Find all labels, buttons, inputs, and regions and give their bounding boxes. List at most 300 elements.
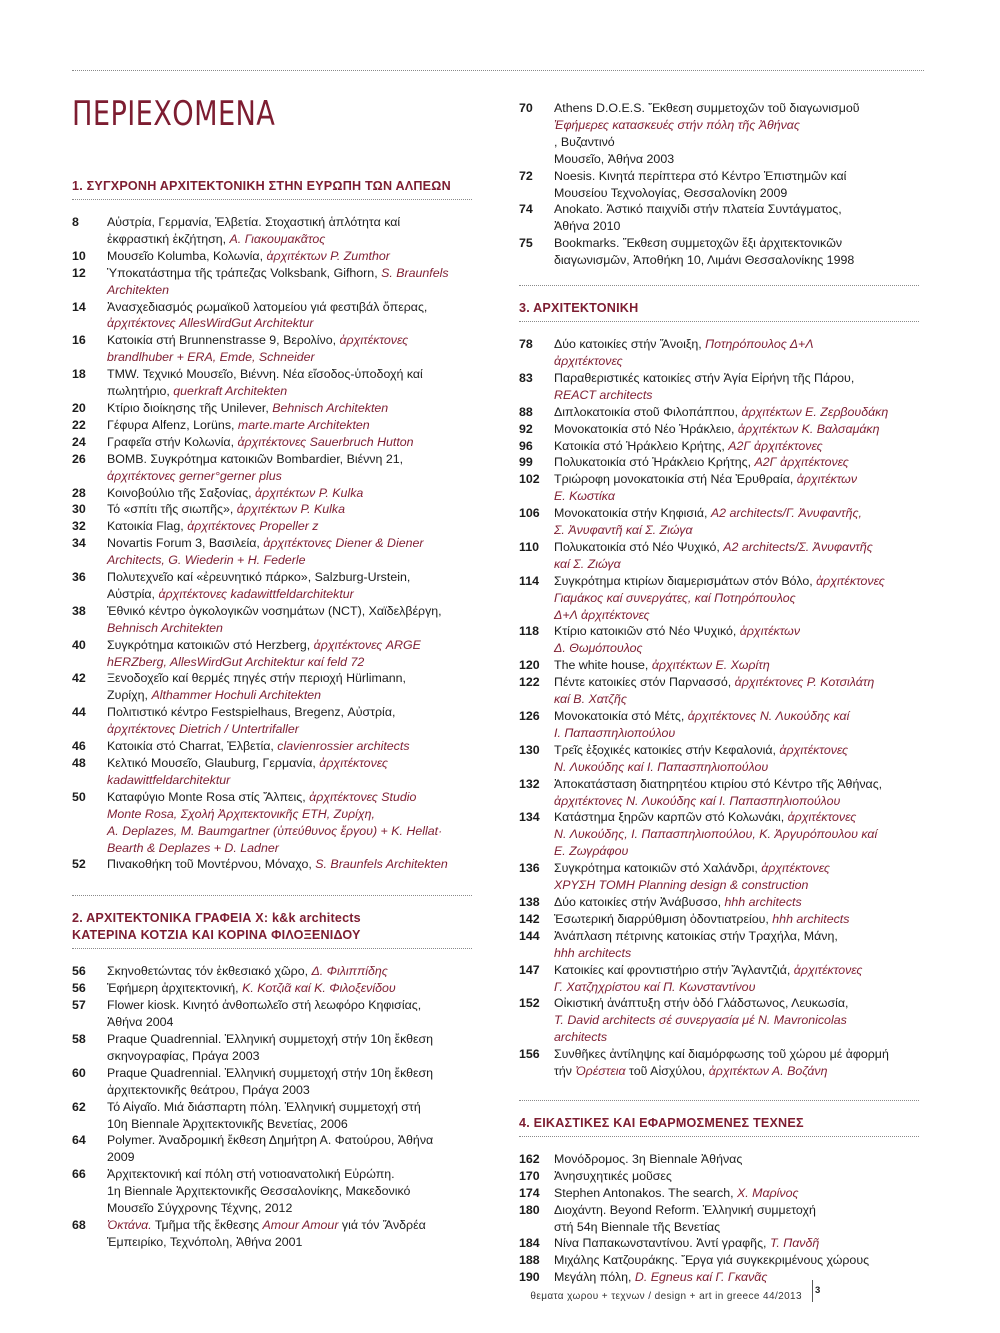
- top-rule: [72, 70, 924, 71]
- entry-plain: Μουσεῖο, Ἀθήνα 2003: [554, 151, 675, 166]
- toc-page-number: 28: [72, 485, 86, 500]
- entry-plain: Τμῆμα τῆς ἔκθεσης: [151, 1217, 263, 1232]
- toc-entry[interactable]: [72, 704, 502, 738]
- entry-plain: Ἀνασχεδιασμός ρωμαϊκοῦ λατομείου γιά φεστιβάλ ὄπερας,: [107, 299, 428, 314]
- entry-author: S. Braunfels Architekten: [315, 857, 448, 872]
- entry-author: Ὀκτάνα.: [107, 1217, 152, 1232]
- toc-entry[interactable]: [72, 1166, 502, 1217]
- entry-plain: Ἀνάπλαση πέτρινης κατοικίας στήν Τραχήλα, Μάνη,: [554, 928, 838, 943]
- toc-entry-text: [554, 454, 939, 471]
- toc-entry-line: [107, 721, 502, 738]
- toc-entry-text: [107, 501, 502, 518]
- toc-entry-line: [107, 586, 502, 603]
- entry-author: ἀρχιτέκτονες: [793, 962, 863, 977]
- toc-entry-line: [554, 826, 939, 843]
- toc-entry[interactable]: [72, 569, 502, 603]
- toc-entry-line: [554, 438, 939, 455]
- toc-entry[interactable]: [72, 603, 502, 637]
- toc-entry-line: [554, 201, 939, 218]
- entry-plain: Ἀθήνα 2010: [554, 219, 621, 234]
- toc-entry-line: [554, 1029, 939, 1046]
- entry-plain: Πολιτιστικό κέντρο Festspielhaus, Bregenz, Αὐστρία,: [107, 705, 396, 720]
- toc-entry[interactable]: [519, 623, 939, 657]
- toc-page-number: 144: [519, 928, 540, 943]
- toc-entry-text: [107, 1065, 502, 1099]
- toc-page-number: 60: [72, 1065, 86, 1080]
- entry-plain: διαγωνισμῶν, Ἀποθήκη 10, Λιμάνι Θεσσαλονίκης 1998: [554, 253, 855, 268]
- toc-page-number: 10: [72, 248, 86, 263]
- toc-page-number: 184: [519, 1236, 540, 1251]
- entry-author: Monte Rosa, Σχολή Ἀρχιτεκτονικῆς ETH, Ζυρίχη,: [107, 806, 375, 821]
- entry-author: querkraft Architekten: [173, 384, 288, 399]
- toc-entry-line: [554, 488, 939, 505]
- entry-plain: Praque Quadrennial. Ἑλληνική συμμετοχή στήν 10η ἔκθεση: [107, 1031, 434, 1046]
- toc-entry-line: [554, 404, 939, 421]
- toc-page-number: 126: [519, 709, 540, 723]
- entry-plain: Πολυκατοικία στό Ἡράκλειο Κρήτης,: [554, 455, 755, 470]
- toc-entry-text: [107, 518, 502, 535]
- section-heading: 4. ΕΙΚΑΣΤΙΚΕΣ ΚΑΙ ΕΦΑΡΜΟΣΜΕΝΕΣ ΤΕΧΝΕΣ: [519, 1115, 804, 1130]
- entry-plain: Αὐστρία, Γερμανία, Ἑλβετία. Στοχαστική ἁπλότητα καί: [107, 215, 401, 229]
- toc-page-number: 134: [519, 810, 540, 825]
- toc-entry-line: [554, 674, 939, 691]
- toc-page-number: 78: [519, 337, 533, 352]
- toc-entry[interactable]: [519, 471, 939, 505]
- toc-entry-text: [107, 434, 502, 451]
- toc-entry[interactable]: [72, 332, 502, 366]
- entry-author: Ι. Παπασπηλιοπούλου: [554, 725, 676, 740]
- toc-entry[interactable]: [519, 404, 939, 421]
- toc-page-number: 58: [72, 1031, 86, 1046]
- toc-entry[interactable]: [72, 980, 502, 997]
- entry-author: ἀρχιτέκτονες Ρ. Κοτσιλάτη: [734, 675, 875, 690]
- toc-entry-line: [554, 168, 939, 185]
- entry-plain: Τρεῖς ἐξοχικές κατοικίες στήν Κεφαλονιά,: [554, 742, 780, 757]
- entry-author: Ε. Ζωγράφου: [554, 844, 629, 859]
- entry-author: Α2Γ ἀρχιτέκτονες: [728, 438, 823, 453]
- toc-entry-text: [107, 1217, 502, 1251]
- toc-entry[interactable]: [72, 856, 502, 873]
- toc-entry-text: [107, 451, 502, 485]
- entry-plain: Διοχάντη. Beyond Reform. Ἑλληνική συμμετοχή: [554, 1202, 816, 1217]
- entry-plain: Κατοικία στή Brunnenstrasse 9, Βερολίνο,: [107, 333, 340, 348]
- toc-entry[interactable]: [72, 963, 502, 980]
- toc-entry-text: [554, 336, 939, 370]
- toc-entry[interactable]: [72, 738, 502, 755]
- toc-entry[interactable]: [72, 535, 502, 569]
- toc-entry[interactable]: [519, 995, 939, 1046]
- toc-page-number: 75: [519, 236, 533, 251]
- right-column: [519, 100, 939, 1292]
- entry-author: ΧΡΥΣΗ ΤΟΜΗ Planning design & construction: [554, 878, 809, 893]
- toc-entry-text: [554, 809, 939, 860]
- section-rule-top: [519, 1100, 919, 1101]
- entry-plain: Novartis Forum 3, Βασιλεία,: [107, 536, 264, 551]
- toc-entry-line: [107, 980, 502, 997]
- toc-entry-line: [554, 387, 939, 404]
- toc-entry-line: [554, 877, 939, 894]
- toc-page-number: 24: [72, 434, 86, 449]
- toc-entry-line: [107, 637, 502, 654]
- toc-entry[interactable]: [519, 438, 939, 455]
- toc-entry-line: [107, 1065, 502, 1082]
- toc-entry-line: [107, 1200, 502, 1217]
- toc-entry[interactable]: [519, 1168, 939, 1185]
- section-2-continued: [519, 100, 939, 275]
- toc-entry-line: [107, 231, 502, 248]
- toc-page-number: 32: [72, 519, 86, 534]
- toc-entry-line: [554, 539, 939, 556]
- toc-entry-text: [554, 911, 939, 928]
- section-rule: [72, 948, 472, 949]
- toc-page-number: 34: [72, 536, 86, 551]
- entry-author: marte.marte Architekten: [237, 417, 370, 432]
- entry-plain: Ἐσωτερική διαρρύθμιση ὀδοντιατρείου,: [554, 911, 773, 926]
- toc-entry[interactable]: [519, 1185, 939, 1202]
- entry-plain: Μουσεῖο Kolumba, Κολωνία,: [107, 248, 267, 263]
- toc-entry[interactable]: [519, 860, 939, 894]
- entry-author: hhh architects: [724, 894, 802, 909]
- entry-plain: τήν: [554, 1064, 576, 1079]
- entry-plain: Μονόδρομος. 3η Biennale Ἀθήνας: [554, 1151, 743, 1166]
- toc-entry[interactable]: [72, 299, 502, 333]
- toc-page-number: 38: [72, 603, 86, 618]
- entry-author: Α2 architects/Σ. Ἀνυφαντῆς: [723, 539, 873, 554]
- toc-entry-line: [107, 823, 502, 840]
- toc-entry-line: [554, 100, 939, 117]
- toc-entry[interactable]: [72, 789, 502, 857]
- toc-entry[interactable]: [519, 336, 939, 370]
- toc-page-number: 30: [72, 502, 86, 517]
- entry-plain: Αὐστρία,: [107, 586, 159, 601]
- entry-author: T. David architects σέ συνεργασία μέ N. Mavronicolas: [554, 1013, 847, 1028]
- toc-entry[interactable]: [72, 366, 502, 400]
- toc-entry[interactable]: [72, 434, 502, 451]
- entry-author: ἀρχιτέκτονες Dietrich / Untertrifaller: [107, 722, 299, 737]
- toc-entry-line: [554, 471, 939, 488]
- entry-plain: Athens D.O.E.S. Ἔκθεση συμμετοχῶν τοῦ διαγωνισμοῦ: [554, 101, 860, 115]
- entry-plain: ἐκφραστική ἐκζήτηση,: [107, 231, 230, 246]
- toc-entry[interactable]: [519, 539, 939, 573]
- entry-author: Ἐφήμερες κατασκευές στήν πόλη τῆς Ἀθήνας: [554, 117, 800, 132]
- toc-entry[interactable]: [72, 997, 502, 1031]
- toc-entry-line: [554, 590, 939, 607]
- entry-author: Behnisch Architekten: [107, 620, 223, 635]
- toc-page-number: 99: [519, 455, 533, 470]
- toc-entry[interactable]: [72, 214, 502, 248]
- toc-entry-text: [554, 860, 939, 894]
- toc-entry-text: [554, 1252, 939, 1269]
- toc-entry[interactable]: [519, 674, 939, 708]
- toc-entry-line: [107, 704, 502, 721]
- toc-entry-line: [554, 1202, 939, 1219]
- toc-entry-line: [554, 556, 939, 573]
- toc-entry-line: [554, 928, 939, 945]
- toc-entry-text: [554, 1202, 939, 1236]
- toc-entry-line: [554, 809, 939, 826]
- entry-plain: The white house,: [554, 658, 652, 673]
- toc-page-number: 174: [519, 1185, 540, 1200]
- toc-entry[interactable]: [519, 168, 939, 202]
- toc-entry[interactable]: [519, 454, 939, 471]
- toc-entry-text: [554, 235, 939, 269]
- toc-page-number: 22: [72, 417, 86, 432]
- toc-entry-text: [554, 1168, 939, 1185]
- toc-entry[interactable]: [519, 421, 939, 438]
- toc-entry-line: [107, 603, 502, 620]
- entry-author: architects: [554, 1030, 608, 1045]
- entry-plain: Praque Quadrennial. Ἑλληνική συμμετοχή στήν 10η ἔκθεση: [107, 1065, 434, 1080]
- toc-page-number: 88: [519, 404, 533, 419]
- toc-entry-line: [554, 235, 939, 252]
- toc-entry-line: [107, 451, 502, 468]
- entry-author: ἀρχιτέκτονες: [319, 756, 388, 770]
- toc-entry[interactable]: [519, 742, 939, 776]
- toc-entry-text: [554, 657, 939, 674]
- toc-page-number: 74: [519, 202, 533, 217]
- toc-entry[interactable]: [72, 670, 502, 704]
- toc-entry-text: [554, 100, 939, 168]
- toc-entry-line: [107, 535, 502, 552]
- toc-entry-line: [554, 776, 939, 793]
- toc-entry-text: [107, 299, 502, 333]
- entry-author: Σ. Ἀνυφαντῆ καί Σ. Ζιώγα: [554, 523, 693, 538]
- toc-entry-line: [554, 911, 939, 928]
- toc-entry-text: [554, 894, 939, 911]
- toc-entry-line: [107, 265, 502, 282]
- toc-page-number: 102: [519, 472, 540, 487]
- toc-entry-line: [107, 997, 502, 1014]
- toc-entry[interactable]: [72, 755, 502, 789]
- entry-plain: Κατοικίες καί φροντιστήριο στήν Ἄγλαντζιά,: [554, 962, 794, 977]
- toc-page-number: 162: [519, 1151, 540, 1166]
- toc-entry[interactable]: [519, 962, 939, 996]
- toc-entry[interactable]: [72, 248, 502, 265]
- toc-entry[interactable]: [72, 265, 502, 299]
- entry-plain: Ἐθνικό κέντρο ὀγκολογικῶν νοσημάτων (NCT), Χαϊδελβέργη,: [107, 603, 442, 618]
- toc-entry[interactable]: [519, 708, 939, 742]
- toc-entry-line: [554, 1046, 939, 1063]
- toc-entry-line: [554, 1252, 939, 1269]
- toc-entry-line: [554, 742, 939, 759]
- toc-page-number: 8: [72, 215, 79, 229]
- entry-plain: Γέφυρα Alfenz, Lorüns,: [107, 417, 238, 432]
- toc-entry[interactable]: [519, 100, 939, 168]
- toc-entry-line: [554, 945, 939, 962]
- toc-page-number: 56: [72, 981, 86, 996]
- toc-entry-line: [554, 336, 939, 353]
- toc-entry-line: [107, 1082, 502, 1099]
- entry-author: Architects, G. Wiederin + H. Federle: [107, 553, 306, 568]
- entry-plain: Μιχάλης Κατζουράκης. Ἔργα γιά συγκεκριμένους χώρους: [554, 1253, 870, 1268]
- toc-entry[interactable]: [72, 451, 502, 485]
- toc-entry[interactable]: [72, 1065, 502, 1099]
- toc-entry-line: [554, 117, 939, 134]
- entry-plain: Ἀρχιτεκτονική καί πόλη στή νοτιοανατολική Εὐρώπη.: [107, 1167, 395, 1182]
- section-rule: [519, 1136, 919, 1137]
- toc-page-number: 46: [72, 739, 86, 754]
- section-heading: 3. ΑΡΧΙΤΕΚΤΟΝΙΚΗ: [519, 301, 639, 316]
- toc-entry-text: [107, 214, 502, 248]
- toc-entry[interactable]: [519, 657, 939, 674]
- toc-page-number: 92: [519, 421, 533, 436]
- toc-entry-line: [107, 654, 502, 671]
- toc-entry-text: [554, 742, 939, 776]
- toc-page-number: 50: [72, 789, 86, 804]
- entry-plain: Δύο κατοικίες στήν Ἄνοιξη,: [554, 337, 706, 352]
- toc-entry[interactable]: [519, 1269, 939, 1286]
- toc-page-number: 72: [519, 168, 533, 183]
- entry-author: ἀρχιτέκτονες Propeller z: [187, 519, 319, 534]
- toc-entry[interactable]: [519, 1252, 939, 1269]
- entry-plain: τοῦ Αἰσχύλου,: [625, 1064, 709, 1079]
- entry-plain: Παραθεριστικές κατοικίες στήν Ἁγία Εἰρήνη τῆς Πάρου,: [554, 370, 855, 385]
- toc-entry[interactable]: [519, 809, 939, 860]
- toc-entry-line: [554, 421, 939, 438]
- toc-page-number: 114: [519, 573, 539, 588]
- toc-entry[interactable]: [72, 518, 502, 535]
- toc-entry-text: [554, 1151, 939, 1168]
- toc-entry[interactable]: [519, 201, 939, 235]
- toc-page-number: 56: [72, 964, 86, 979]
- toc-page-number: 122: [519, 675, 540, 690]
- entry-author: Γιαμάκος καί συνεργάτες, καί Ποτηρόπουλος: [554, 590, 796, 605]
- toc-entry-text: [107, 738, 502, 755]
- toc-entry-line: [107, 1234, 502, 1251]
- toc-entry-line: [554, 573, 939, 590]
- toc-entry[interactable]: [519, 928, 939, 962]
- entry-plain: Ἀθήνα 2004: [107, 1015, 174, 1030]
- toc-entry[interactable]: [519, 1202, 939, 1236]
- toc-entry-line: [107, 248, 502, 265]
- entry-plain: Ἀποκατάσταση διατηρητέου κτιρίου στό Κέντρο τῆς Ἀθήνας,: [554, 776, 883, 791]
- entry-author: REACT architects: [554, 387, 653, 402]
- toc-entry[interactable]: [72, 1132, 502, 1166]
- toc-entry[interactable]: [519, 1235, 939, 1252]
- toc-entry[interactable]: [519, 505, 939, 539]
- entry-plain: Πινακοθήκη τοῦ Μοντέρνου, Μόναχο,: [107, 857, 316, 872]
- toc-entry-line: [107, 282, 502, 299]
- entry-plain: πωλητήριο,: [107, 384, 174, 399]
- toc-page-number: 70: [519, 101, 533, 115]
- page-number: 3: [815, 1285, 821, 1296]
- toc-entry-line: [107, 434, 502, 451]
- toc-entry-text: [107, 963, 502, 980]
- section-1: [72, 178, 502, 883]
- toc-entry-line: [107, 501, 502, 518]
- toc-entry-line: [554, 353, 939, 370]
- entry-author: καί Β. Χατζῆς: [554, 692, 627, 707]
- toc-entry-text: [107, 366, 502, 400]
- toc-entry[interactable]: [519, 235, 939, 269]
- toc-entry[interactable]: [72, 637, 502, 671]
- entry-author: ἀρχιτέκτονες: [816, 573, 885, 588]
- entry-plain: Κελτικό Μουσεῖο, Glauburg, Γερμανία,: [107, 756, 320, 770]
- toc-entry[interactable]: [519, 370, 939, 404]
- entry-plain: Διπλοκατοικία στοῦ Φιλοπάππου,: [554, 404, 742, 419]
- toc-page-number: 142: [519, 911, 540, 926]
- toc-entry-line: [554, 252, 939, 269]
- toc-entry-text: [554, 962, 939, 996]
- entry-plain: Κατάστημα ξηρῶν καρπῶν στό Κολωνάκι,: [554, 810, 788, 825]
- entry-plain: 10η Biennale Ἀρχιτεκτονικῆς Βενετίας, 2006: [107, 1116, 348, 1131]
- entry-plain: 1η Biennale Ἀρχιτεκτονικῆς Θεσσαλονίκης, Μακεδονικό: [107, 1184, 411, 1199]
- toc-entry-line: [107, 485, 502, 502]
- entry-author: Althammer Hochuli Architekten: [151, 688, 322, 703]
- toc-entry[interactable]: [72, 417, 502, 434]
- toc-entry-text: [554, 539, 939, 573]
- section-rule: [519, 321, 919, 322]
- toc-entry[interactable]: [519, 911, 939, 928]
- section-2: [72, 895, 502, 1256]
- toc-entry-text: [107, 332, 502, 366]
- section-heading: 1. ΣΥΓΧΡΟΝΗ ΑΡΧΙΤΕΚΤΟΝΙΚΗ ΣΤΗΝ ΕΥΡΩΠΗ ΤΩΝ ΑΛΠΕΩΝ: [72, 179, 451, 193]
- entry-author: clavienrossier architects: [277, 739, 410, 754]
- entry-plain: Stephen Antonakos. The search,: [554, 1185, 738, 1200]
- toc-entry-line: [107, 569, 502, 586]
- toc-entry[interactable]: [519, 894, 939, 911]
- toc-entry-line: [107, 1116, 502, 1133]
- toc-entry[interactable]: [72, 501, 502, 518]
- toc-entry-line: [107, 1149, 502, 1166]
- toc-entry[interactable]: [72, 1217, 502, 1251]
- toc-entry-line: [554, 522, 939, 539]
- toc-entry[interactable]: [519, 1046, 939, 1080]
- toc-entry-text: [107, 980, 502, 997]
- toc-entry-line: [554, 134, 939, 151]
- toc-entry[interactable]: [72, 1099, 502, 1133]
- toc-entry-line: [554, 995, 939, 1012]
- left-column: [72, 90, 502, 1257]
- section-4: [519, 1100, 939, 1292]
- toc-entry[interactable]: [519, 776, 939, 810]
- entry-author: kadawittfeldarchitektur: [107, 772, 231, 787]
- toc-page-number: 64: [72, 1133, 86, 1148]
- toc-page-number: 138: [519, 894, 540, 909]
- entry-author: ἀρχιτέκτων Α. Βοζάνη: [708, 1064, 828, 1079]
- toc-page-number: 26: [72, 451, 86, 466]
- toc-entry[interactable]: [72, 400, 502, 417]
- toc-entry-line: [554, 151, 939, 168]
- toc-entry[interactable]: [72, 485, 502, 502]
- toc-entry-line: [107, 789, 502, 806]
- toc-page-number: 190: [519, 1270, 540, 1285]
- toc-page-number: 170: [519, 1168, 540, 1183]
- entry-author: ἀρχιτέκτονες AllesWirdGut Architektur: [107, 316, 314, 331]
- toc-entry[interactable]: [519, 573, 939, 624]
- toc-entry-text: [107, 997, 502, 1031]
- toc-entry-line: [107, 214, 502, 231]
- toc-entry-text: [107, 248, 502, 265]
- entry-plain: 2009: [107, 1150, 135, 1165]
- entry-plain: Μονοκατοικία στό Μέτς,: [554, 709, 688, 723]
- toc-entry-line: [107, 772, 502, 789]
- entry-plain: Κατοικία στό Ἡράκλειο Κρήτης,: [554, 438, 729, 453]
- toc-entry-line: [107, 840, 502, 857]
- entry-plain: Ὑποκατάστημα τῆς τράπεζας Volksbank, Gifhorn,: [107, 265, 382, 280]
- entry-plain: Κατοικία στό Charrat, Ἑλβετία,: [107, 739, 278, 754]
- toc-entry-text: [107, 1031, 502, 1065]
- entry-plain: Noesis. Κινητά περίπτερα στό Κέντρο Ἐπιστημῶν καί: [554, 168, 847, 183]
- toc-entry-line: [107, 620, 502, 637]
- entry-author: Ε. Κωστίκα: [554, 489, 615, 504]
- section-rule-top: [72, 895, 472, 896]
- toc-entry[interactable]: [519, 1151, 939, 1168]
- toc-entry-line: [107, 755, 502, 772]
- toc-entry[interactable]: [72, 1031, 502, 1065]
- toc-page-number: 132: [519, 776, 540, 791]
- toc-entry-line: [554, 640, 939, 657]
